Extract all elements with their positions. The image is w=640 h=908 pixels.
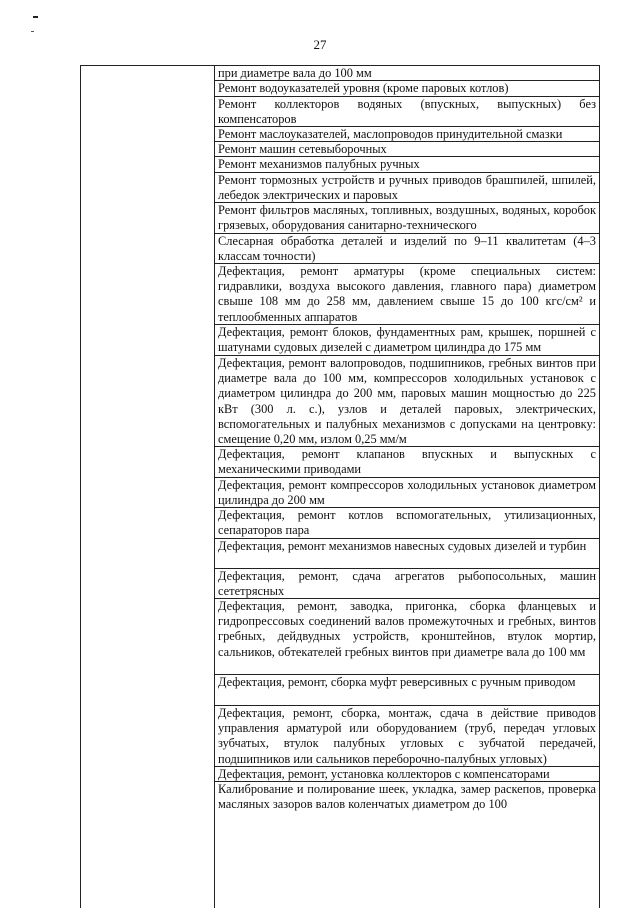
table-row: Дефектация, ремонт валопроводов, подшипников, гребных винтов при диаметре вала до 100 мм, компрессоров холодильных установок с диаметром цилиндра до 200 мм, паровых машин мощностью до 225 кВт (300 л. с.), узлов и деталей паровых, электрических, вспомогательных и палубных механизмов с допусками на центровку: смещение 0,20 мм, излом 0,25 мм/м [215, 356, 599, 447]
table-row: Дефектация, ремонт компрессоров холодильных установок диаметром цилиндра до 200 мм [215, 478, 599, 508]
table-row: Дефектация, ремонт, сборка, монтаж, сдача в действие приводов управления арматурой или оборудованием (труб, передач угловых зубчатых, втулок палубных угловых с зубчатой передачей, подшипников или сальников переборочно-палубных угловых) [215, 706, 599, 767]
table-row: Ремонт механизмов палубных ручных [215, 157, 599, 173]
table-row: Дефектация, ремонт блоков, фундаментных рам, крышек, поршней с шатунами судовых дизелей с диаметром цилиндра до 175 мм [215, 325, 599, 356]
work-list [215, 66, 599, 812]
table-row: Ремонт фильтров масляных, топливных, воздушных, водяных, коробок грязевых, оборудования санитарно-технического [215, 203, 599, 234]
table-row: Дефектация, ремонт клапанов впускных и выпускных с механическими приводами [215, 447, 599, 478]
page-number: 27 [313, 37, 327, 52]
table-row: Дефектация, ремонт механизмов навесных судовых дизелей и турбин [215, 539, 599, 569]
table-row: Дефектация, ремонт, установка коллекторов с компенсаторами [215, 767, 599, 782]
table-row: Дефектация, ремонт, сдача агрегатов рыбопосольных, машин сететрясных [215, 569, 599, 599]
table-row: Слесарная обработка деталей и изделий по 9–11 квалитетам (4–3 классам точности) [215, 234, 599, 264]
table-row: Ремонт водоуказателей уровня (кроме паровых котлов) [215, 81, 599, 97]
work-table [80, 65, 600, 908]
table-row: Дефектация, ремонт, заводка, пригонка, сборка фланцевых и гидропрессовых соединений валов промежуточных и гребных, винтов гребных, дейдвудных устройств, кронштейнов, втулок мортир, сальников, обтекателей гребных винтов при диаметре вала до 100 мм [215, 599, 599, 675]
table-row: при диаметре вала до 100 мм [215, 66, 599, 81]
scan-mark [33, 16, 38, 18]
table-row: Ремонт коллекторов водяных (впускных, выпускных) без компенсаторов [215, 97, 599, 127]
table-row: Ремонт тормозных устройств и ручных приводов брашпилей, шпилей, лебедок электрических и паровых [215, 173, 599, 203]
table-row: Ремонт машин сетевыборочных [215, 142, 599, 157]
table-row: Дефектация, ремонт котлов вспомогательных, утилизационных, сепараторов пара [215, 508, 599, 539]
table-row: Ремонт маслоуказателей, маслопроводов принудительной смазки [215, 127, 599, 142]
table-row: Дефектация, ремонт, сборка муфт реверсивных с ручным приводом [215, 675, 599, 706]
table-row: Калибрование и полирование шеек, укладка, замер раскепов, проверка масляных зазоров валов коленчатых диаметром до 100 [218, 782, 596, 812]
table-row: Дефектация, ремонт арматуры (кроме специальных систем: гидравлики, воздуха высокого давления, главного пара) диаметром свыше 108 мм до 258 мм, давлением свыше 15 до 100 кгс/см² и теплообменных аппаратов [215, 264, 599, 325]
scan-mark-small [31, 31, 34, 32]
